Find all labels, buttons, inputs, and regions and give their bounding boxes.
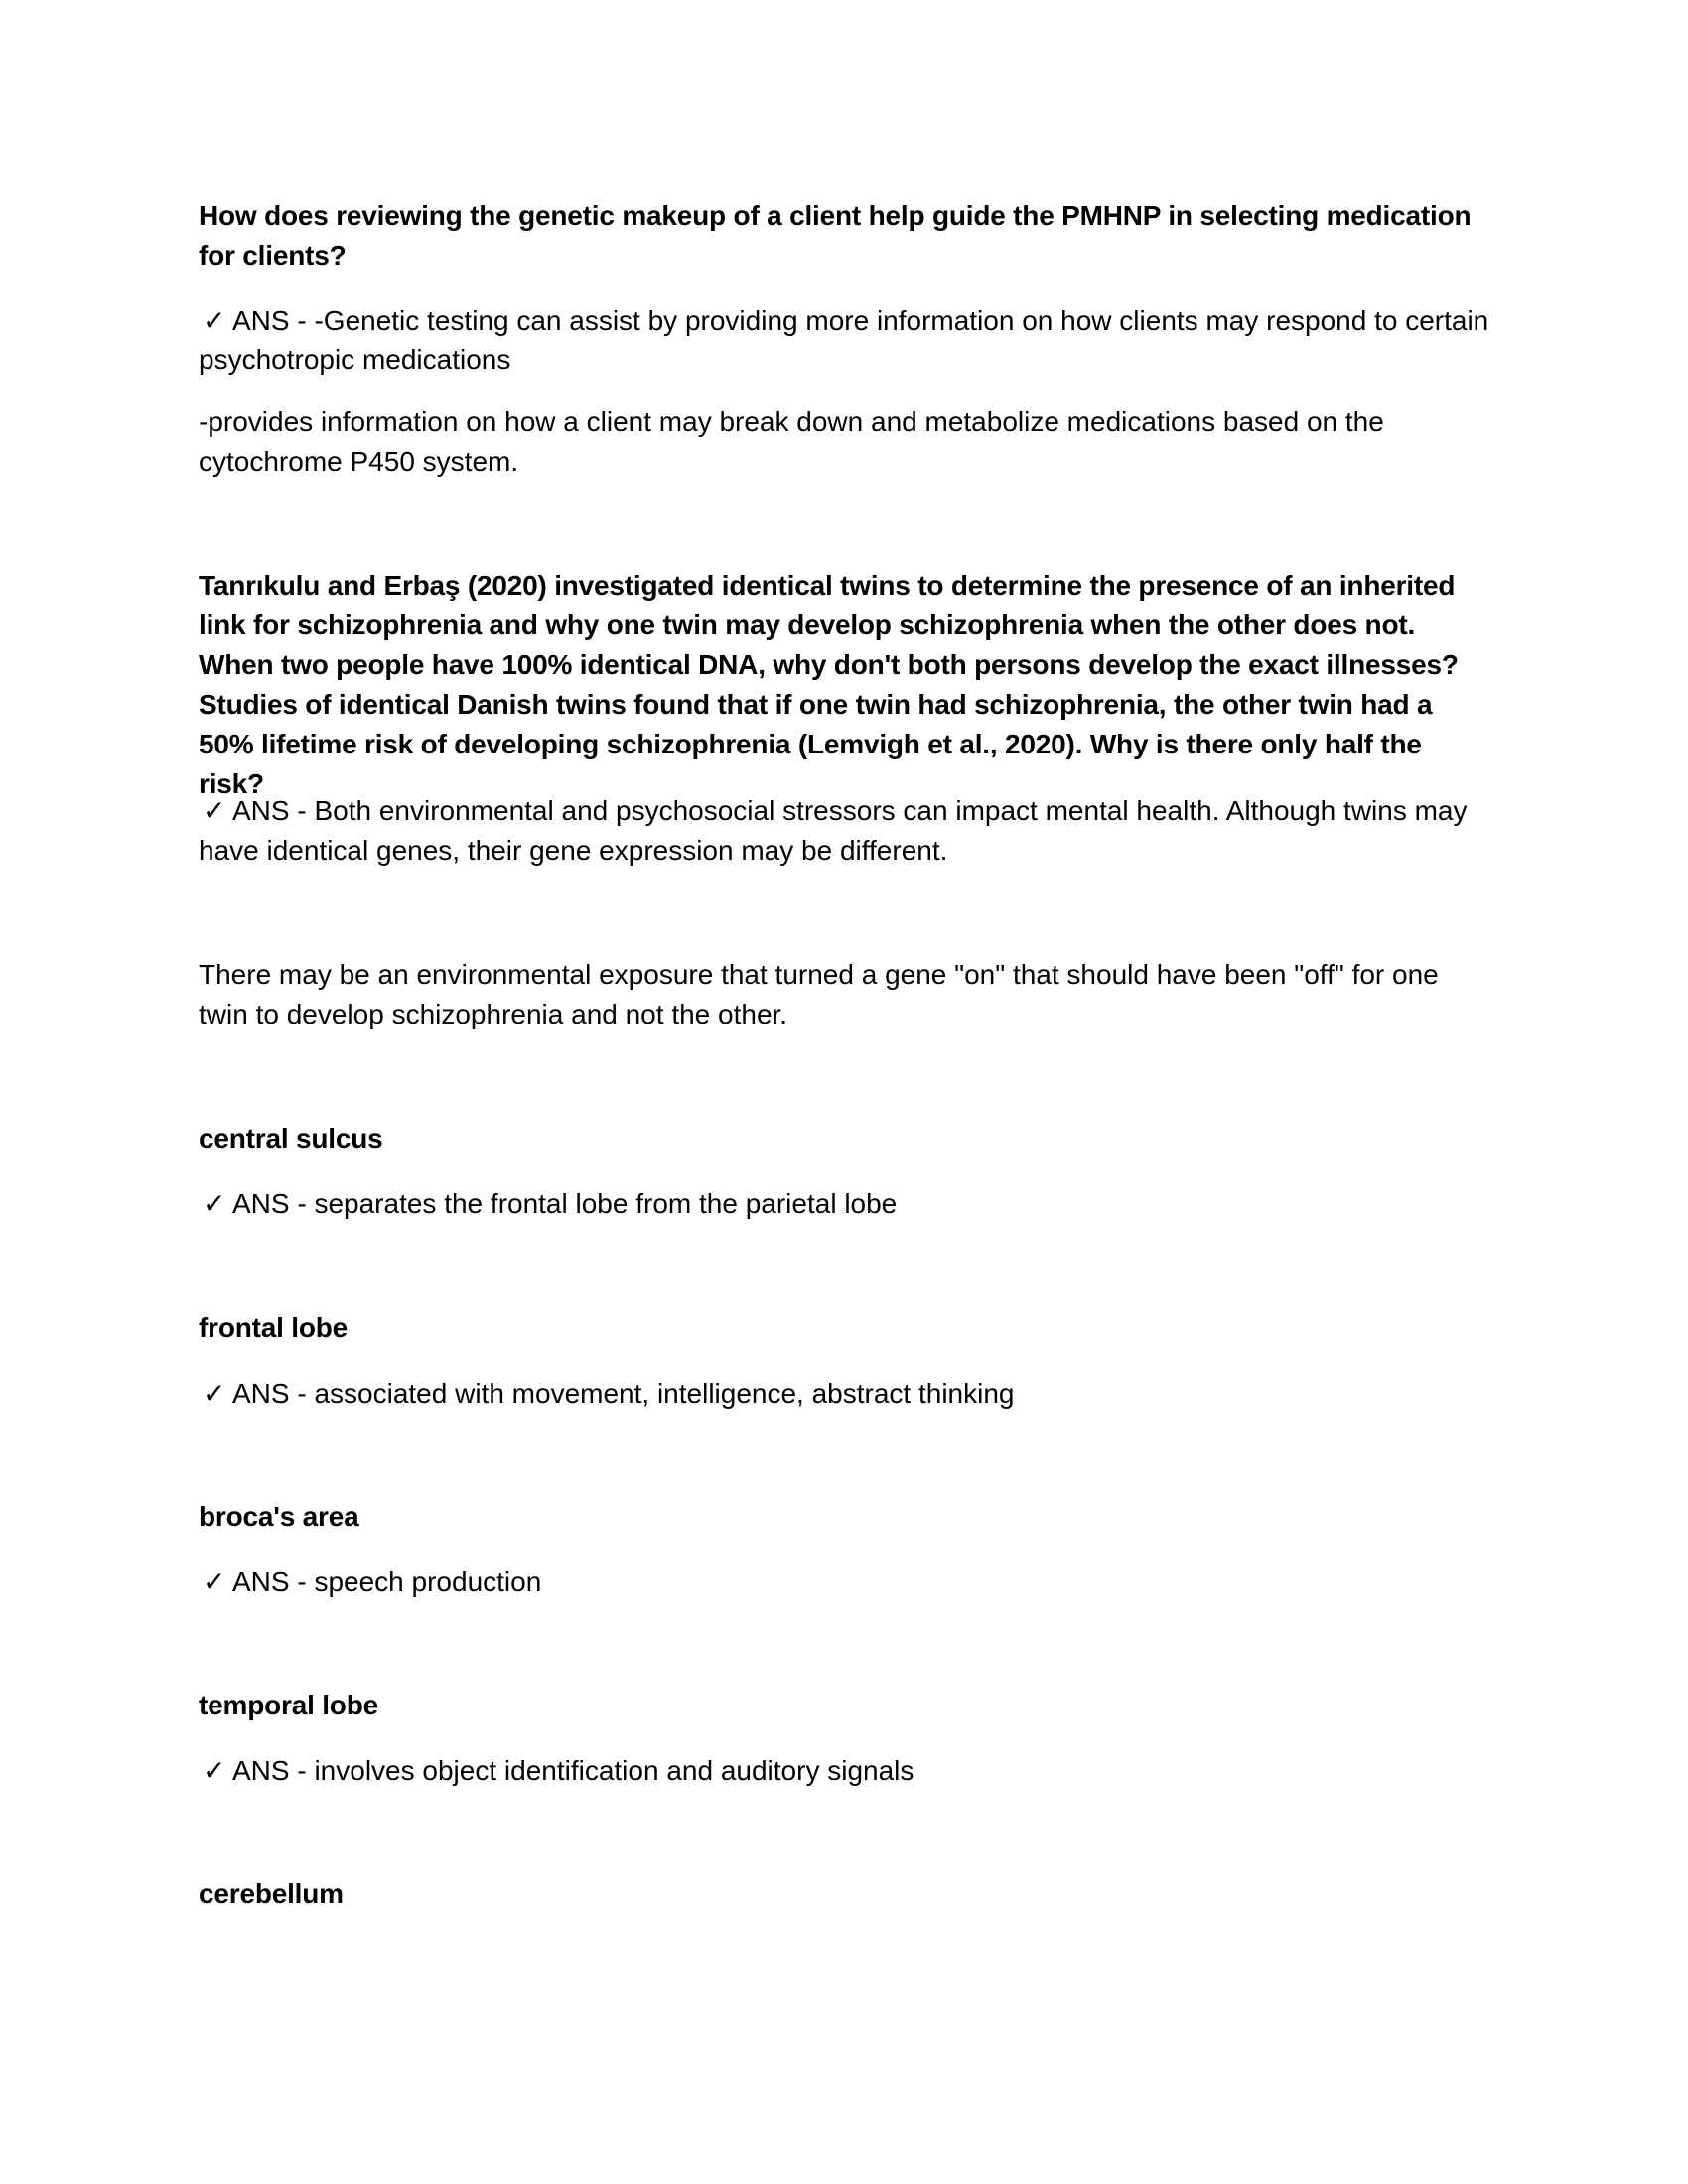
card-2-question: Tanrıkulu and Erbaş (2020) investigated identical twins to determine the presence of an inherited link for schizophrenia and why one twin may develop schizophrenia when the other does not. When two people have 100% identical DNA, why don't both persons develop the exact illnesses? Studies of identical Danish twins found that if one twin had schizophrenia, the other twin had a 50% lifetime risk of developing schizophrenia (Lemvigh et al., 2020). Why is there only half the risk? xyxy=(199,570,1459,799)
answer-prefix: ANS xyxy=(232,1567,290,1597)
answer-text: - separates the frontal lobe from the parietal lobe xyxy=(289,1188,898,1219)
answer-text: - speech production xyxy=(289,1567,542,1597)
answer-text: - -Genetic testing can assist by providing more information on how clients may respond to certain psychotropic medications xyxy=(199,305,1489,375)
answer-prefix: ANS xyxy=(232,1755,290,1786)
card-3-question: central sulcus xyxy=(199,1123,383,1154)
check-icon: ✓ xyxy=(203,1754,226,1787)
answer-prefix: ANS xyxy=(232,1188,290,1219)
card-4-question: frontal lobe xyxy=(199,1312,349,1343)
card-6-answer xyxy=(199,1751,1489,1791)
card-5-answer xyxy=(199,1563,1489,1602)
check-icon: ✓ xyxy=(203,794,226,827)
card-6-question: temporal lobe xyxy=(199,1690,378,1720)
answer-text: - associated with movement, intelligence, abstract thinking xyxy=(289,1378,1015,1409)
card-2-answer xyxy=(199,791,1489,871)
card-5-question: broca's area xyxy=(199,1501,359,1532)
check-icon: ✓ xyxy=(203,1377,226,1410)
card-4-answer xyxy=(199,1374,1489,1414)
check-icon: ✓ xyxy=(203,304,226,337)
answer-prefix: ANS xyxy=(232,305,290,336)
card-1-answer xyxy=(199,301,1489,380)
answer-prefix: ANS xyxy=(232,1378,290,1409)
answer-text: - Both environmental and psychosocial stressors can impact mental health. Although twins may have identical genes, their gene expression may be different. xyxy=(199,795,1468,866)
card-2-answer-extra: There may be an environmental exposure that turned a gene "on" that should have been "off" for one twin to develop schizophrenia and not the other. xyxy=(199,959,1439,1029)
card-1-question: How does reviewing the genetic makeup of a client help guide the PMHNP in selecting medication for clients? xyxy=(199,201,1472,271)
answer-prefix: ANS xyxy=(232,795,290,826)
check-icon: ✓ xyxy=(203,1566,226,1598)
card-7-question: cerebellum xyxy=(199,1878,344,1909)
answer-text: - involves object identification and auditory signals xyxy=(289,1755,914,1786)
card-1-answer-extra: -provides information on how a client may break down and metabolize medications based on the cytochrome P450 system. xyxy=(199,406,1384,477)
card-3-answer xyxy=(199,1184,1489,1224)
check-icon: ✓ xyxy=(203,1187,226,1220)
